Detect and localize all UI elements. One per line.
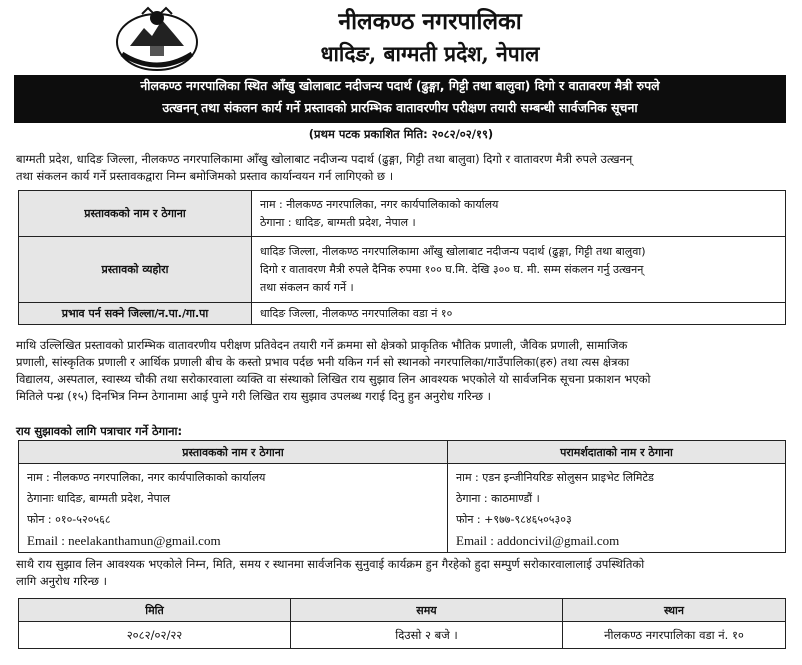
intro-paragraph [16,151,788,185]
contact-name: नाम : एडन इन्जीनियरिङ सोलुसन प्राइभेट लिमिटेड [456,471,654,484]
value-line: नाम : नीलकण्ठ नगरपालिका, नगर कार्यपालिकाको कार्यालय [260,197,499,211]
column-header: प्रस्तावकको नाम र ठेगाना [19,441,448,464]
table-header-row [19,441,786,464]
consultant-contact [448,464,786,553]
email-address[interactable]: addoncivil@gmail.com [497,533,620,548]
hearing-date: २०८२/०२/२२ [19,622,291,649]
contact-address: ठेगाना : काठमाण्डौं । [456,492,540,505]
paragraph-line: लागि अनुरोध गरिन्छ । [16,574,107,588]
column-header: समय [291,599,563,622]
table-row [19,191,786,237]
column-header: मिति [19,599,291,622]
letterhead [0,0,802,76]
contact-phone: फोन : ०१०-५२०५६८ [27,513,111,526]
hearing-time: दिउसो २ बजे । [291,622,563,649]
value-line: धादिङ जिल्ला, नीलकण्ठ नगरपालिकामा आँखु खोलाबाट नदीजन्य पदार्थ (ढुङ्गा, गिट्टी तथा बालुवा) [260,244,646,258]
municipality-title: नीलकण्ठ नगरपालिका [338,8,522,35]
value-line: धादिङ जिल्ला, नीलकण्ठ नगरपालिका वडा नं १० [260,306,453,320]
body-paragraph [16,337,788,405]
paragraph-line: प्रणाली, सांस्कृतिक प्रणाली र आर्थिक प्रणाली बीच के कस्तो प्रभाव पर्दछ भनी यकिन गर्न सो स्थानको नगरपालिका/गाउँपालिका(हरु) तथा त्यस क्षेत्रका [16,355,630,369]
paragraph-line: तथा संकलन कार्य गर्ने प्रस्तावकद्वारा निम्न बमोजिमको प्रस्ताव कार्यान्वयन गर्न लागिएको छ । [16,169,394,183]
table-header-row [19,599,786,622]
hearing-venue: नीलकण्ठ नगरपालिका वडा नं. १० [563,622,786,649]
value-line: दिगो र वातावरण मैत्री रुपले दैनिक रुपमा १०० घ.मि. देखि ३०० घ. मी. सम्म संकलन गर्नु उत्खनन् [260,262,644,276]
table-label: प्रस्तावको व्यहोरा [19,237,252,303]
column-header: परामर्शदाताको नाम र ठेगाना [448,441,786,464]
table-label: प्रभाव पर्न सक्ने जिल्ला/न.पा./गा.पा [19,303,252,325]
contact-email-line [456,530,777,552]
notice-title-line: नीलकण्ठ नगरपालिका स्थित आँखु खोलाबाट नदीजन्य पदार्थ (ढुङ्गा, गिट्टी तथा बालुवा) दिगो र वातावरण मैत्री रुपले [140,78,660,93]
contact-phone: फोन : +९७७-९८४६५०५३०३ [456,513,572,526]
table-row [19,237,786,303]
email-label: Email : [27,533,69,548]
email-address[interactable]: neelakanthamun@gmail.com [68,533,221,548]
table-row [19,622,786,649]
paragraph-line: विद्यालय, अस्पताल, स्वास्थ्य चौकी तथा सरोकारवाला व्यक्ति वा संस्थाको लिखित राय सुझाव लिन आवश्यक भएकोले यो सार्वजनिक सूचना प्रकाशन भएको [16,372,651,386]
notice-title-banner [14,75,786,123]
table-value [252,237,786,303]
notice-title-line: उत्खनन् तथा संकलन कार्य गर्ने प्रस्तावको प्रारम्भिक वातावरणीय परीक्षण तयारी सम्बन्धी सार्वजनिक सूचना [162,100,638,115]
publish-date: (प्रथम पटक प्रकाशित मिति: २०८२/०२/१९) [308,127,494,141]
table-row [19,464,786,553]
paragraph-line: साथै राय सुझाव लिन आवश्यक भएकोले निम्न, मिति, समय र स्थानमा सार्वजनिक सुनुवाई कार्यक्रम हुन गैरहेको हुदा सम्पुर्ण सरोकारवालालाई उपस्थितिको [16,557,645,571]
value-line: ठेगाना : धादिङ, बाग्मती प्रदेश, नेपाल । [260,215,416,229]
hearing-table [18,598,786,649]
column-header: स्थान [563,599,786,622]
table-value [252,191,786,237]
contact-name: नाम : नीलकण्ठ नगरपालिका, नगर कार्यपालिकाको कार्यालय [27,471,266,484]
nepal-emblem-icon [112,6,202,72]
table-row [19,303,786,325]
paragraph-line: मितिले पन्ध्र (१५) दिनभित्र निम्न ठेगानामा आई पुग्ने गरी लिखित राय सुझाव उपलब्ध गराई दिनु हुन अनुरोध गरिन्छ । [16,389,492,403]
municipality-address: धादिङ, बाग्मती प्रदेश, नेपाल [320,41,540,66]
proposer-contact [19,464,448,553]
paragraph-line: बाग्मती प्रदेश, धादिङ जिल्ला, नीलकण्ठ नगरपालिकामा आँखु खोलाबाट नदीजन्य पदार्थ (ढुङ्गा, गिट्टी तथा बालुवा) दिगो र वातावरण मैत्री रुपले उत्खनन् [16,152,633,166]
hearing-paragraph [16,556,788,590]
table-value [252,303,786,325]
correspondence-table [18,440,786,553]
paragraph-line: माथि उल्लिखित प्रस्तावको प्रारम्भिक वातावरणीय परीक्षण प्रतिवेदन तयारी गर्ने क्रममा सो क्षेत्रको प्राकृतिक भौतिक प्रणाली, जैविक प्रणाली, सामाजिक [16,338,628,352]
table-label: प्रस्तावकको नाम र ठेगाना [19,191,252,237]
correspondence-heading: राय सुझावको लागि पत्राचार गर्ने ठेगाना: [16,424,183,438]
contact-address: ठेगानाः धादिङ, बाग्मती प्रदेश, नेपाल [27,492,171,505]
email-label: Email : [456,533,498,548]
proposal-table [18,190,786,325]
value-line: तथा संकलन कार्य गर्ने । [260,280,354,294]
contact-email-line [27,530,439,552]
